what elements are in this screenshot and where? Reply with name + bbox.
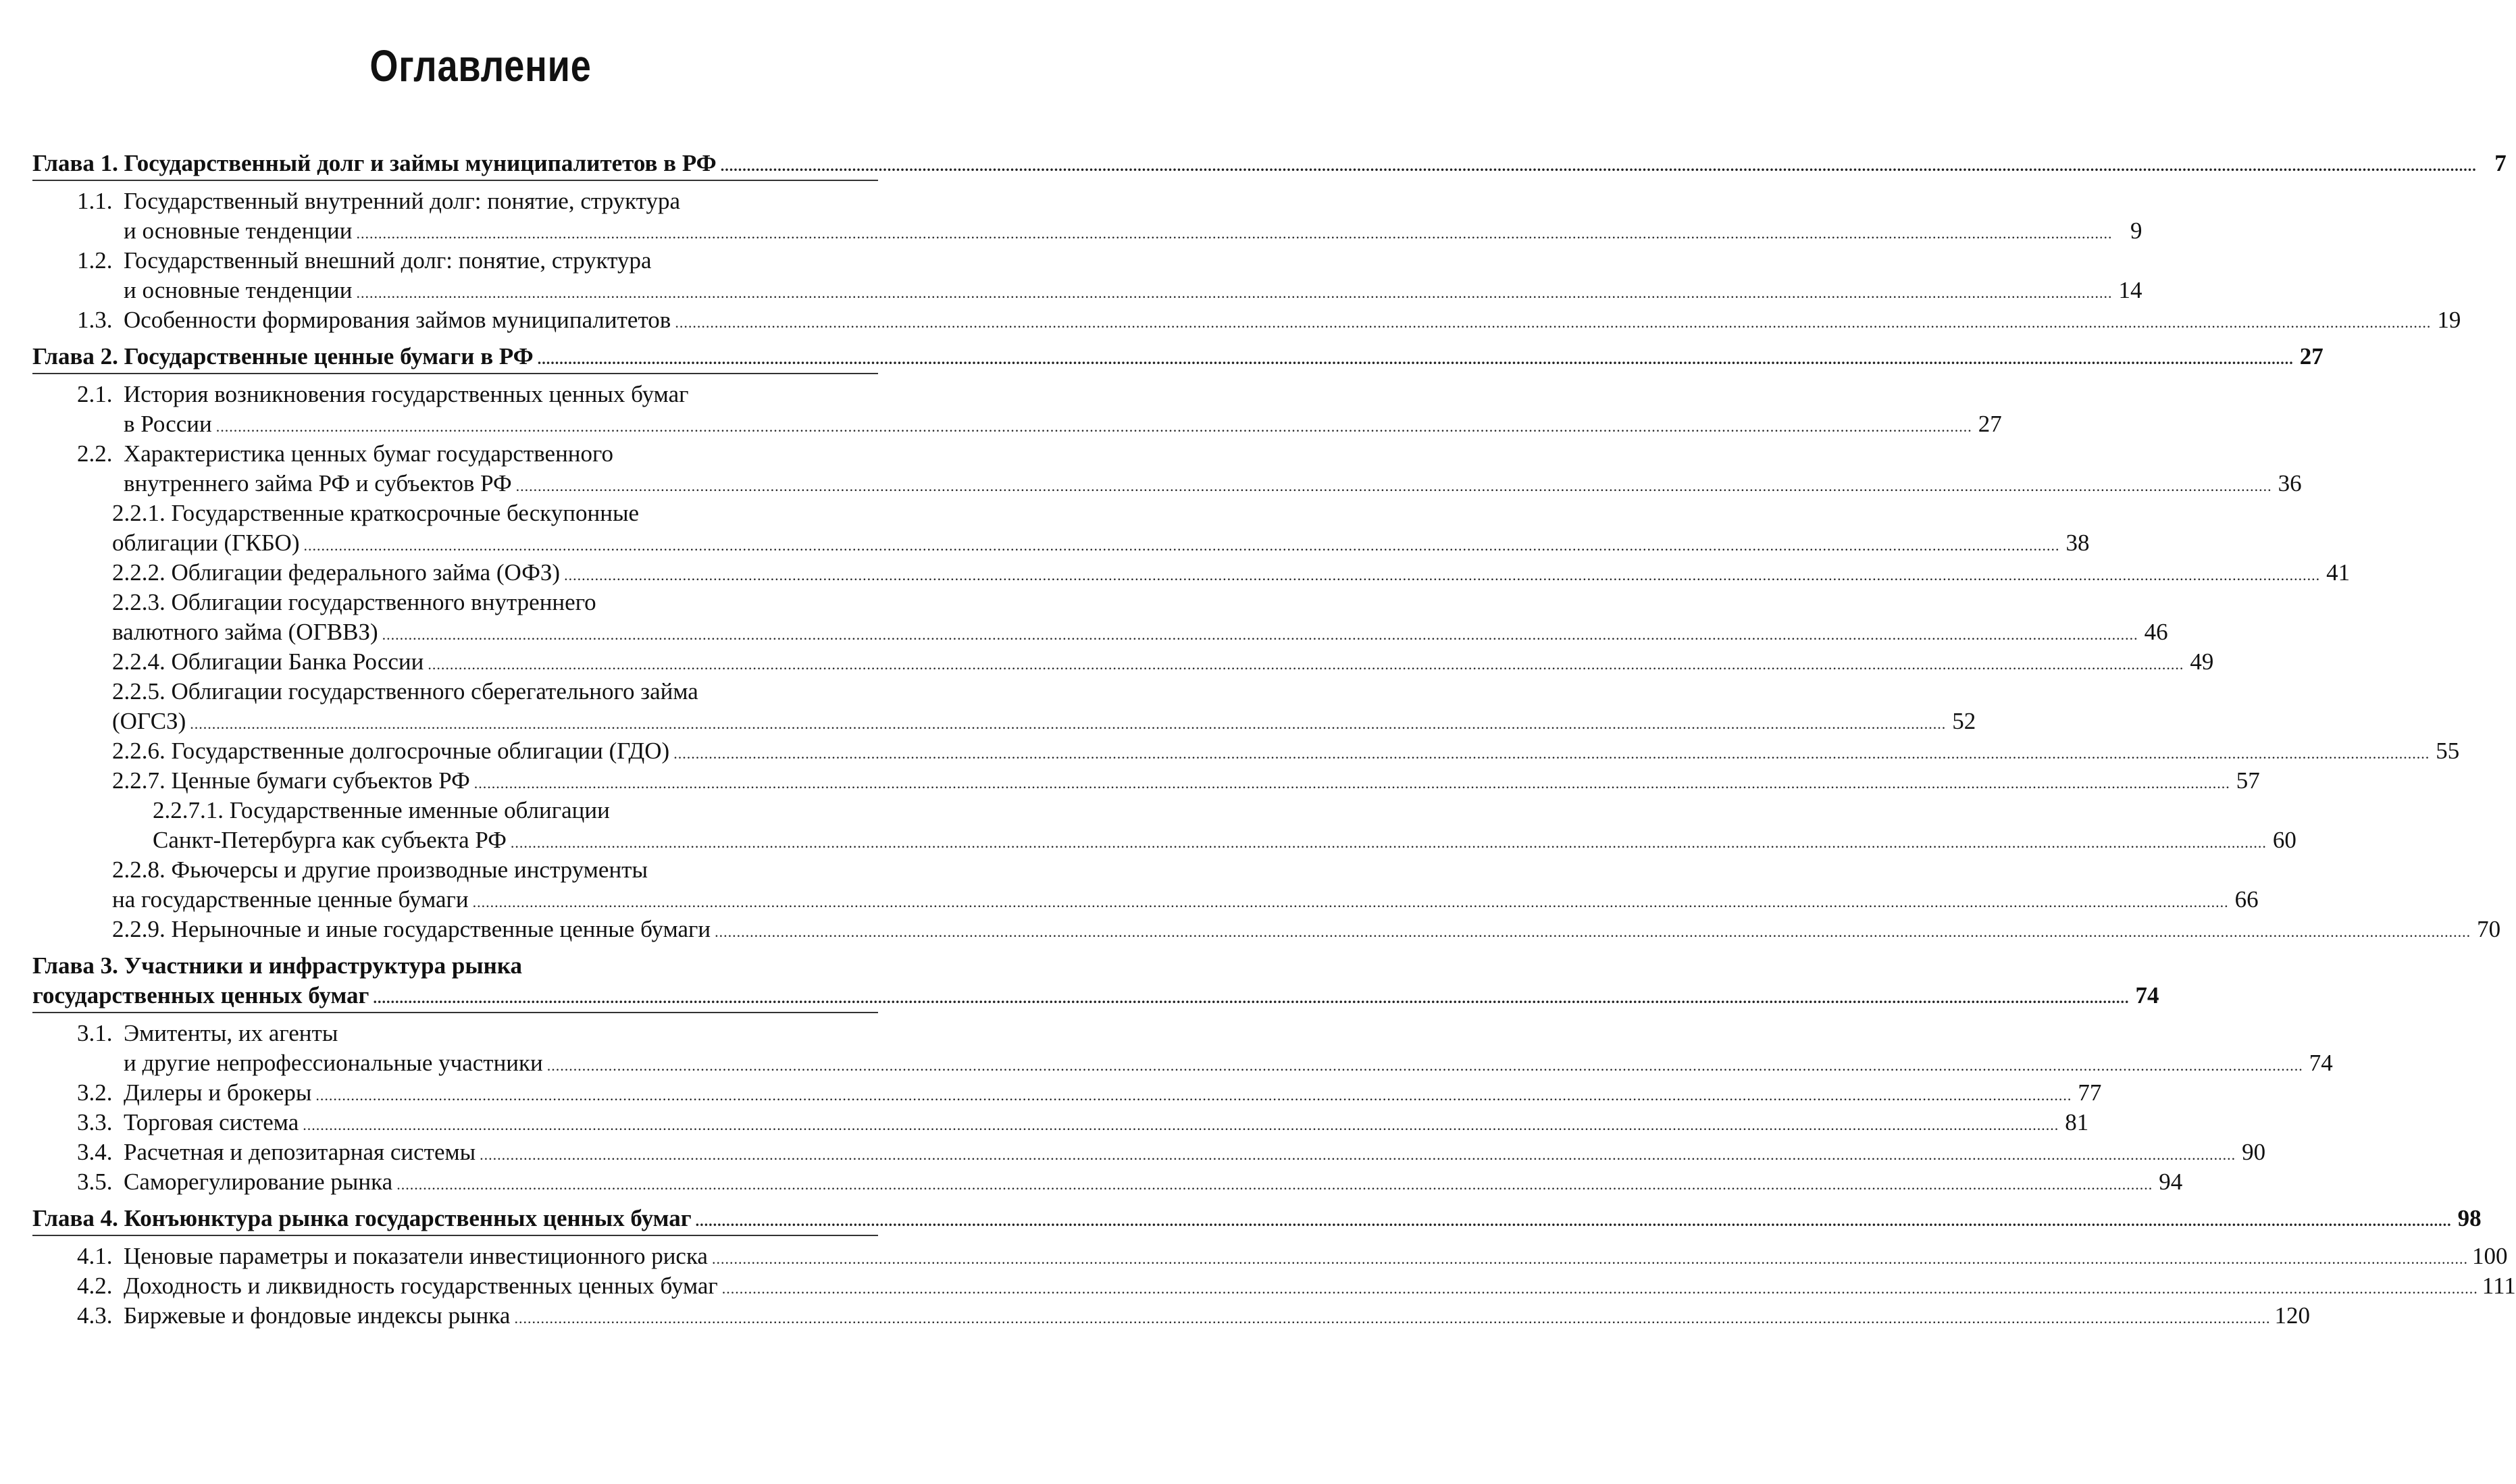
toc-entry[interactable]	[32, 647, 2214, 677]
toc-entry-title: и другие непрофессиональные участники	[124, 1050, 543, 1076]
dot-leader: ................................................................................................................................................................................................................................................................................................................................................................................................................	[515, 478, 2272, 494]
toc-entry[interactable]	[32, 1108, 2089, 1137]
toc-page-number: 100	[2471, 1243, 2508, 1269]
dot-leader: ................................................................................................................................................................................................................................................................................................................................................................................................................	[356, 225, 2113, 242]
toc-entry-title: Государственный внутренний долг: понятие, структура	[124, 188, 681, 214]
toc-entry-title: Санкт-Петербурга как субъекта РФ	[153, 827, 507, 853]
dot-leader: ................................................................................................................................................................................................................................................................................................................................................................................................................	[215, 418, 1972, 435]
toc-entry[interactable]	[32, 1078, 2102, 1108]
toc-entry-title: 2.2.6. Государственные долгосрочные облигации (ГДО)	[112, 738, 670, 764]
toc-entry[interactable]	[32, 1167, 2183, 1197]
toc-page-number: 55	[2436, 738, 2460, 764]
toc-entry[interactable]	[32, 558, 2351, 588]
toc-entry-title: Ценовые параметры и показатели инвестиционного риска	[124, 1243, 708, 1269]
toc-entry-title: Дилеры и брокеры	[124, 1079, 312, 1106]
dot-leader: ................................................................................................................................................................................................................................................................................................................................................................................................................	[695, 1212, 2452, 1229]
dot-leader: ................................................................................................................................................................................................................................................................................................................................................................................................................	[356, 284, 2113, 301]
toc-entry-title: Расчетная и депозитарная системы	[124, 1139, 476, 1165]
toc-entry-number: 4.2.	[77, 1273, 113, 1299]
toc-page-number: 57	[2236, 767, 2260, 794]
toc-chapter[interactable]	[32, 149, 2507, 181]
dot-leader: ................................................................................................................................................................................................................................................................................................................................................................................................................	[373, 990, 2130, 1006]
toc-page-number: 7	[2494, 150, 2507, 176]
dot-leader: ................................................................................................................................................................................................................................................................................................................................................................................................................	[396, 1176, 2153, 1193]
toc-entry[interactable]	[32, 736, 2460, 766]
dot-leader: ................................................................................................................................................................................................................................................................................................................................................................................................................	[715, 923, 2471, 940]
toc-page-number: 90	[2242, 1139, 2266, 1165]
toc-chapter-title: Глава 3. Участники и инфраструктура рынка	[32, 952, 522, 979]
dot-leader: ................................................................................................................................................................................................................................................................................................................................................................................................................	[473, 775, 2230, 792]
toc-entry[interactable]	[32, 855, 2259, 915]
dot-leader: ................................................................................................................................................................................................................................................................................................................................................................................................................	[546, 1057, 2303, 1074]
toc-page-number: 27	[1978, 411, 2002, 437]
toc-entry-title: 2.2.4. Облигации Банка России	[112, 648, 424, 675]
toc-entry-number: 1.3.	[77, 307, 113, 333]
toc-page-number: 74	[2309, 1050, 2333, 1076]
toc-entry-title: Государственный внешний долг: понятие, структура	[124, 247, 652, 274]
toc-chapter-title: Глава 1. Государственный долг и займы муниципалитетов в РФ	[32, 150, 717, 176]
dot-leader: ................................................................................................................................................................................................................................................................................................................................................................................................................	[675, 314, 2432, 331]
page-title: Оглавление	[369, 41, 592, 91]
toc-page-number: 98	[2457, 1205, 2482, 1231]
toc-entry[interactable]	[32, 186, 2142, 246]
toc-page-number: 19	[2437, 307, 2461, 333]
toc-page-number: 77	[2078, 1079, 2102, 1106]
toc-chapter[interactable]	[32, 1204, 2482, 1236]
toc-entry-title: 2.2.3. Облигации государственного внутреннего	[112, 589, 596, 615]
toc-entry-number: 1.2.	[77, 247, 113, 274]
toc-page-number: 94	[2159, 1169, 2183, 1195]
toc-entry[interactable]	[32, 439, 2302, 498]
toc-page-number: 60	[2272, 827, 2296, 853]
toc-entry-title: внутреннего займа РФ и субъектов РФ	[124, 470, 512, 496]
toc-entry-title: (ОГСЗ)	[112, 708, 186, 734]
toc-entry[interactable]	[32, 796, 2296, 855]
toc-entry[interactable]	[32, 246, 2142, 305]
dot-leader: ................................................................................................................................................................................................................................................................................................................................................................................................................	[480, 1146, 2236, 1163]
toc-entry-title: 2.2.5. Облигации государственного сберегательного займа	[112, 678, 698, 705]
toc-chapter-title: Глава 4. Конъюнктура рынка государственных ценных бумаг	[32, 1205, 692, 1231]
toc-entry-title: 2.2.8. Фьючерсы и другие производные инструменты	[112, 856, 648, 883]
toc-entry-title: 2.2.7.1. Государственные именные облигации	[153, 797, 610, 823]
dot-leader: ................................................................................................................................................................................................................................................................................................................................................................................................................	[721, 1280, 2478, 1297]
toc-entry[interactable]	[32, 915, 2501, 944]
toc-entry-title: 2.2.2. Облигации федерального займа (ОФЗ)	[112, 559, 561, 586]
toc-entry-title: Биржевые и фондовые индексы рынка	[124, 1302, 511, 1329]
toc-page-number: 74	[2135, 982, 2159, 1008]
toc-entry[interactable]	[32, 498, 2090, 558]
toc-entry[interactable]	[32, 1271, 2516, 1301]
toc-page-number: 14	[2118, 277, 2142, 303]
toc-page-number: 81	[2065, 1109, 2089, 1135]
toc-chapter[interactable]	[32, 342, 2324, 374]
dot-leader: ................................................................................................................................................................................................................................................................................................................................................................................................................	[564, 567, 2321, 584]
dot-leader: ................................................................................................................................................................................................................................................................................................................................................................................................................	[315, 1087, 2072, 1104]
toc-entry-title: Доходность и ликвидность государственных ценных бумаг	[124, 1273, 718, 1299]
toc-chapter-title: Глава 2. Государственные ценные бумаги в РФ	[32, 343, 534, 369]
toc-entry-title: История возникновения государственных ценных бумаг	[124, 381, 689, 407]
toc-chapter[interactable]	[32, 951, 2159, 1013]
dot-leader: ................................................................................................................................................................................................................................................................................................................................................................................................................	[382, 626, 2138, 643]
toc-entry-title: 2.2.1. Государственные краткосрочные бескупонные	[112, 500, 640, 526]
toc-entry-title: Характеристика ценных бумаг государственного	[124, 440, 614, 467]
table-of-contents	[32, 149, 2516, 1331]
toc-entry-title: Эмитенты, их агенты	[124, 1020, 338, 1046]
toc-entry-title: Особенности формирования займов муниципалитетов	[124, 307, 671, 333]
toc-page-number: 120	[2274, 1302, 2310, 1329]
toc-entry-number: 3.1.	[77, 1020, 113, 1046]
toc-entry-number: 4.3.	[77, 1302, 113, 1329]
toc-entry-number: 3.3.	[77, 1109, 113, 1135]
toc-page-number: 38	[2065, 530, 2090, 556]
toc-entry[interactable]	[32, 1137, 2266, 1167]
toc-entry-number: 2.1.	[77, 381, 113, 407]
dot-leader: ................................................................................................................................................................................................................................................................................................................................................................................................................	[514, 1310, 2271, 1327]
toc-page-number: 46	[2144, 619, 2168, 645]
toc-entry-title: и основные тенденции	[124, 277, 353, 303]
toc-page-number: 9	[2130, 218, 2142, 244]
toc-entry-title: и основные тенденции	[124, 218, 353, 244]
toc-entry-title: Торговая система	[124, 1109, 299, 1135]
toc-page-number: 41	[2326, 559, 2351, 586]
toc-entry-number: 4.1.	[77, 1243, 113, 1269]
dot-leader: ................................................................................................................................................................................................................................................................................................................................................................................................................	[190, 715, 1947, 732]
dot-leader: ................................................................................................................................................................................................................................................................................................................................................................................................................	[537, 351, 2294, 367]
dot-leader: ................................................................................................................................................................................................................................................................................................................................................................................................................	[472, 894, 2229, 911]
toc-entry[interactable]	[32, 305, 2461, 335]
toc-entry-title: в России	[124, 411, 212, 437]
toc-entry-title: 2.2.9. Нерыночные и иные государственные ценные бумаги	[112, 916, 711, 942]
dot-leader: ................................................................................................................................................................................................................................................................................................................................................................................................................	[673, 745, 2430, 762]
dot-leader: ................................................................................................................................................................................................................................................................................................................................................................................................................	[303, 537, 2060, 554]
toc-entry-number: 1.1.	[77, 188, 113, 214]
toc-entry[interactable]	[32, 766, 2260, 796]
toc-chapter-title: государственных ценных бумаг	[32, 982, 369, 1008]
toc-entry-title: на государственные ценные бумаги	[112, 886, 469, 913]
toc-entry-title: валютного займа (ОГВВЗ)	[112, 619, 378, 645]
toc-entry-number: 3.5.	[77, 1169, 113, 1195]
toc-entry[interactable]	[32, 1019, 2333, 1078]
toc-entry[interactable]	[32, 677, 1976, 736]
toc-entry[interactable]	[32, 1301, 2310, 1331]
toc-entry-number: 3.2.	[77, 1079, 113, 1106]
toc-page-number: 49	[2190, 648, 2214, 675]
dot-leader: ................................................................................................................................................................................................................................................................................................................................................................................................................	[720, 157, 2477, 174]
dot-leader: ................................................................................................................................................................................................................................................................................................................................................................................................................	[510, 834, 2267, 851]
toc-entry-title: Саморегулирование рынка	[124, 1169, 393, 1195]
toc-entry-title: облигации (ГКБО)	[112, 530, 300, 556]
toc-entry[interactable]	[32, 380, 2002, 439]
toc-entry[interactable]	[32, 588, 2168, 647]
toc-entry[interactable]	[32, 1242, 2508, 1271]
dot-leader: ................................................................................................................................................................................................................................................................................................................................................................................................................	[711, 1250, 2468, 1267]
toc-page-number: 66	[2234, 886, 2259, 913]
toc-page-number: 36	[2278, 470, 2302, 496]
toc-page-number: 52	[1952, 708, 1976, 734]
toc-page-number: 111	[2482, 1273, 2516, 1299]
toc-entry-title: 2.2.7. Ценные бумаги субъектов РФ	[112, 767, 470, 794]
toc-page-number: 70	[2477, 916, 2501, 942]
toc-entry-number: 2.2.	[77, 440, 113, 467]
dot-leader: ................................................................................................................................................................................................................................................................................................................................................................................................................	[428, 656, 2184, 673]
toc-page-number: 27	[2299, 343, 2324, 369]
toc-entry-number: 3.4.	[77, 1139, 113, 1165]
dot-leader: ................................................................................................................................................................................................................................................................................................................................................................................................................	[303, 1117, 2059, 1133]
